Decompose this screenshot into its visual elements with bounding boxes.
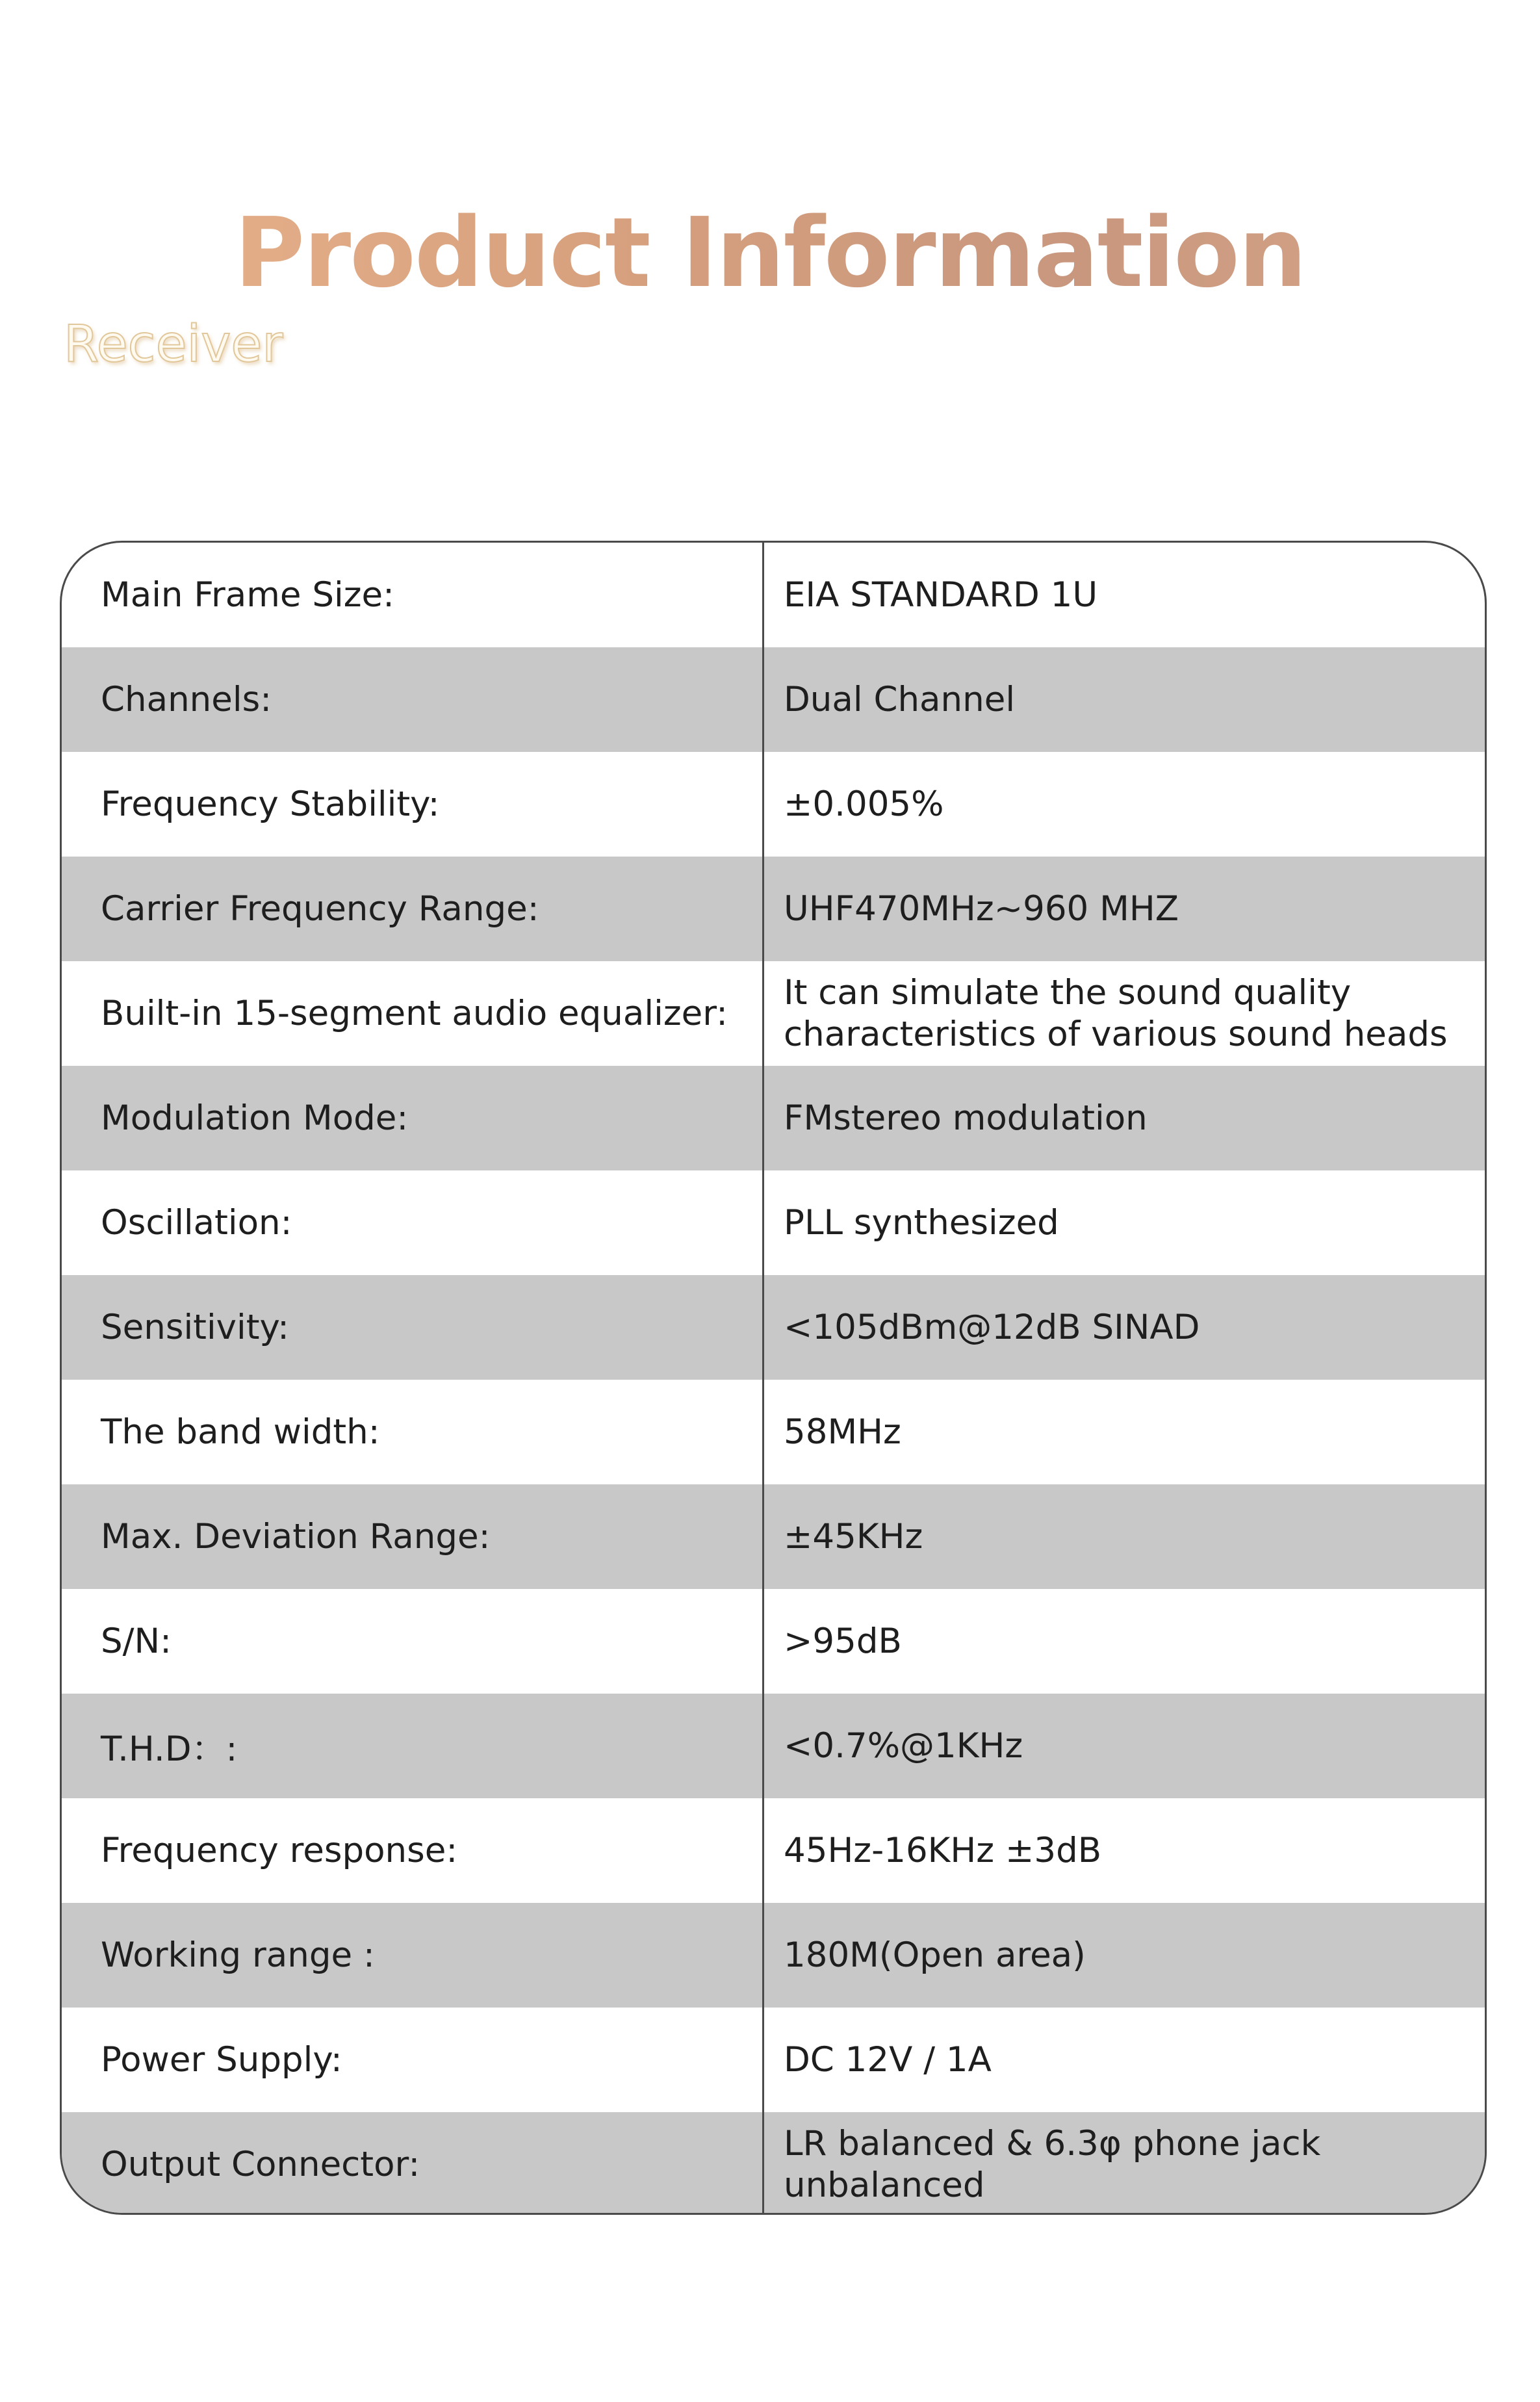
spec-label: Channels: [101, 680, 272, 719]
spec-label: Oscillation: [101, 1203, 292, 1243]
spec-value: 45Hz-16KHz ±3dB [784, 1830, 1102, 1870]
spec-row [62, 2008, 1485, 2112]
spec-row [62, 1484, 1485, 1589]
spec-value: <105dBm@12dB SINAD [784, 1307, 1200, 1347]
spec-value: DC 12V / 1A [784, 2039, 992, 2080]
spec-label: Frequency response: [101, 1831, 458, 1870]
spec-label: Main Frame Size: [101, 575, 395, 615]
spec-row [62, 1694, 1485, 1798]
spec-label: Max. Deviation Range: [101, 1517, 491, 1556]
spec-row [62, 1066, 1485, 1170]
spec-value: ±45KHz [784, 1516, 923, 1556]
spec-row [62, 961, 1485, 1066]
spec-value: UHF470MHz~960 MHZ [784, 888, 1179, 929]
spec-label: The band width: [101, 1412, 380, 1452]
spec-label: Built-in 15-segment audio equalizer: [101, 994, 728, 1033]
spec-row [62, 752, 1485, 857]
spec-label: Output Connector: [101, 2145, 420, 2184]
section-title: Receiver [64, 315, 283, 374]
spec-label: S/N: [101, 1621, 172, 1661]
spec-row [62, 857, 1485, 961]
spec-value: FMstereo modulation [784, 1098, 1148, 1138]
spec-value: It can simulate the sound quality characteristics of various sound heads [784, 972, 1448, 1054]
spec-row [62, 1170, 1485, 1275]
spec-value: PLL synthesized [784, 1202, 1059, 1243]
spec-row [62, 1275, 1485, 1380]
spec-row [62, 1589, 1485, 1694]
spec-row [62, 647, 1485, 752]
spec-label: Carrier Frequency Range: [101, 889, 539, 929]
spec-value: Dual Channel [784, 679, 1016, 719]
spec-value: ±0.005% [784, 784, 944, 824]
spec-value: EIA STANDARD 1U [784, 575, 1098, 615]
spec-value: 58MHz [784, 1412, 901, 1452]
page-title: Product Information [0, 188, 1540, 318]
spec-value: LR balanced & 6.3φ phone jack unbalanced [784, 2123, 1321, 2205]
spec-label: Frequency Stability: [101, 784, 440, 824]
spec-row [62, 2112, 1485, 2215]
spec-value: 180M(Open area) [784, 1935, 1086, 1975]
spec-value: <0.7%@1KHz [784, 1725, 1023, 1766]
spec-label: Modulation Mode: [101, 1098, 409, 1138]
spec-table [60, 541, 1487, 2215]
spec-label: Sensitivity: [101, 1308, 289, 1347]
spec-row [62, 1380, 1485, 1484]
spec-label: Working range : [101, 1935, 375, 1975]
spec-row [62, 1798, 1485, 1903]
spec-row [62, 543, 1485, 647]
spec-value: >95dB [784, 1621, 902, 1661]
spec-label: T.H.D：: [101, 1729, 238, 1769]
spec-row [62, 1903, 1485, 2008]
column-divider [762, 543, 764, 2213]
spec-label: Power Supply: [101, 2040, 342, 2080]
